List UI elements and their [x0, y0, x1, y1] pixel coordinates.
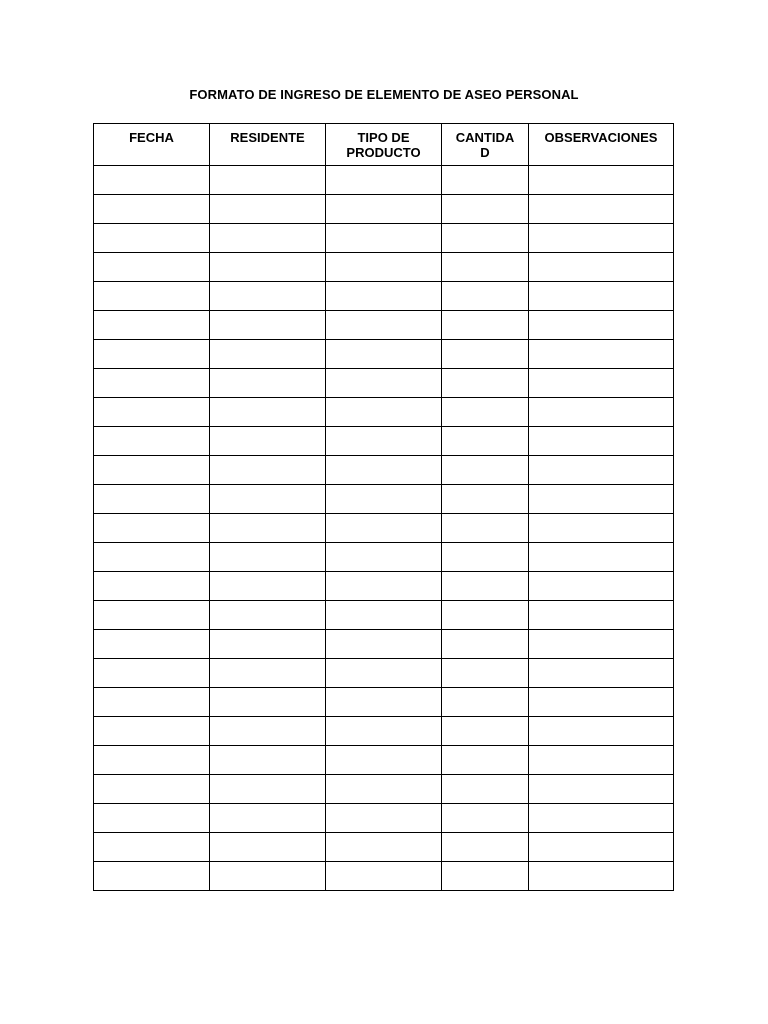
cell-tipo-de-producto[interactable]: [326, 195, 442, 224]
cell-cantidad[interactable]: [442, 862, 529, 891]
cell-observaciones[interactable]: [529, 485, 674, 514]
cell-fecha[interactable]: [94, 543, 210, 572]
cell-fecha[interactable]: [94, 630, 210, 659]
cell-observaciones[interactable]: [529, 572, 674, 601]
column-header-tipo-line2: PRODUCTO: [346, 145, 421, 160]
cell-residente[interactable]: [210, 804, 326, 833]
cell-residente[interactable]: [210, 398, 326, 427]
table-row: [94, 717, 674, 746]
cell-residente[interactable]: [210, 833, 326, 862]
cell-fecha[interactable]: [94, 514, 210, 543]
cell-tipo-de-producto[interactable]: [326, 688, 442, 717]
cell-cantidad[interactable]: [442, 224, 529, 253]
cell-fecha[interactable]: [94, 775, 210, 804]
column-header-observaciones: OBSERVACIONES: [529, 124, 674, 166]
cell-observaciones[interactable]: [529, 746, 674, 775]
table-row: [94, 485, 674, 514]
cell-fecha[interactable]: [94, 746, 210, 775]
cell-fecha[interactable]: [94, 224, 210, 253]
cell-observaciones[interactable]: [529, 398, 674, 427]
cell-tipo-de-producto[interactable]: [326, 311, 442, 340]
cell-tipo-de-producto[interactable]: [326, 398, 442, 427]
cell-residente[interactable]: [210, 224, 326, 253]
cell-fecha[interactable]: [94, 340, 210, 369]
cell-residente[interactable]: [210, 572, 326, 601]
cell-fecha[interactable]: [94, 456, 210, 485]
table-row: [94, 775, 674, 804]
cell-cantidad[interactable]: [442, 253, 529, 282]
cell-cantidad[interactable]: [442, 746, 529, 775]
cell-cantidad[interactable]: [442, 514, 529, 543]
cell-tipo-de-producto[interactable]: [326, 833, 442, 862]
cell-fecha[interactable]: [94, 862, 210, 891]
column-header-fecha: FECHA: [94, 124, 210, 166]
table-row: [94, 456, 674, 485]
cell-cantidad[interactable]: [442, 456, 529, 485]
cell-fecha[interactable]: [94, 282, 210, 311]
table-row: [94, 746, 674, 775]
cell-fecha[interactable]: [94, 717, 210, 746]
table-body: [94, 166, 674, 891]
cell-tipo-de-producto[interactable]: [326, 282, 442, 311]
cell-residente[interactable]: [210, 543, 326, 572]
table-row: [94, 253, 674, 282]
cell-tipo-de-producto[interactable]: [326, 717, 442, 746]
cell-cantidad[interactable]: [442, 427, 529, 456]
column-header-tipo-de-producto: [326, 124, 442, 166]
cell-cantidad[interactable]: [442, 804, 529, 833]
table-row: [94, 514, 674, 543]
cell-tipo-de-producto[interactable]: [326, 224, 442, 253]
cell-observaciones[interactable]: [529, 775, 674, 804]
cell-observaciones[interactable]: [529, 282, 674, 311]
table-row: [94, 688, 674, 717]
cell-observaciones[interactable]: [529, 456, 674, 485]
cell-cantidad[interactable]: [442, 833, 529, 862]
document-title: FORMATO DE INGRESO DE ELEMENTO DE ASEO PERSONAL: [189, 87, 579, 102]
cell-fecha[interactable]: [94, 688, 210, 717]
cell-residente[interactable]: [210, 659, 326, 688]
cell-fecha[interactable]: [94, 311, 210, 340]
cell-residente[interactable]: [210, 195, 326, 224]
cell-cantidad[interactable]: [442, 369, 529, 398]
cell-fecha[interactable]: [94, 427, 210, 456]
cell-observaciones[interactable]: [529, 630, 674, 659]
cell-residente[interactable]: [210, 456, 326, 485]
cell-observaciones[interactable]: [529, 717, 674, 746]
cell-observaciones[interactable]: [529, 340, 674, 369]
cell-cantidad[interactable]: [442, 398, 529, 427]
table-row: [94, 195, 674, 224]
cell-tipo-de-producto[interactable]: [326, 659, 442, 688]
cell-fecha[interactable]: [94, 253, 210, 282]
cell-cantidad[interactable]: [442, 775, 529, 804]
cell-observaciones[interactable]: [529, 311, 674, 340]
cell-tipo-de-producto[interactable]: [326, 572, 442, 601]
cell-tipo-de-producto[interactable]: [326, 630, 442, 659]
cell-observaciones[interactable]: [529, 166, 674, 195]
cell-cantidad[interactable]: [442, 601, 529, 630]
cell-fecha[interactable]: [94, 601, 210, 630]
cell-observaciones[interactable]: [529, 224, 674, 253]
cell-residente[interactable]: [210, 282, 326, 311]
cell-tipo-de-producto[interactable]: [326, 456, 442, 485]
table-row: [94, 601, 674, 630]
cell-residente[interactable]: [210, 427, 326, 456]
cell-observaciones[interactable]: [529, 253, 674, 282]
cell-observaciones[interactable]: [529, 195, 674, 224]
cell-tipo-de-producto[interactable]: [326, 514, 442, 543]
cell-tipo-de-producto[interactable]: [326, 369, 442, 398]
cell-cantidad[interactable]: [442, 340, 529, 369]
cell-observaciones[interactable]: [529, 369, 674, 398]
cell-cantidad[interactable]: [442, 311, 529, 340]
cell-fecha[interactable]: [94, 572, 210, 601]
cell-cantidad[interactable]: [442, 659, 529, 688]
cell-observaciones[interactable]: [529, 514, 674, 543]
table-row: [94, 804, 674, 833]
cell-residente[interactable]: [210, 514, 326, 543]
cell-tipo-de-producto[interactable]: [326, 427, 442, 456]
column-header-residente: RESIDENTE: [210, 124, 326, 166]
table-row: [94, 369, 674, 398]
cell-fecha[interactable]: [94, 195, 210, 224]
table-row: [94, 427, 674, 456]
cell-cantidad[interactable]: [442, 166, 529, 195]
cell-tipo-de-producto[interactable]: [326, 166, 442, 195]
cell-observaciones[interactable]: [529, 543, 674, 572]
cell-cantidad[interactable]: [442, 630, 529, 659]
cell-fecha[interactable]: [94, 369, 210, 398]
column-header-cantidad: [442, 124, 529, 166]
table-row: [94, 630, 674, 659]
cell-tipo-de-producto[interactable]: [326, 804, 442, 833]
cell-observaciones[interactable]: [529, 427, 674, 456]
cell-observaciones[interactable]: [529, 659, 674, 688]
cell-cantidad[interactable]: [442, 688, 529, 717]
cell-cantidad[interactable]: [442, 543, 529, 572]
table-row: [94, 543, 674, 572]
cell-cantidad[interactable]: [442, 485, 529, 514]
cell-tipo-de-producto[interactable]: [326, 485, 442, 514]
cell-residente[interactable]: [210, 601, 326, 630]
cell-residente[interactable]: [210, 253, 326, 282]
cell-residente[interactable]: [210, 746, 326, 775]
cell-tipo-de-producto[interactable]: [326, 746, 442, 775]
table-row: [94, 398, 674, 427]
cell-tipo-de-producto[interactable]: [326, 340, 442, 369]
cell-fecha[interactable]: [94, 804, 210, 833]
cell-residente[interactable]: [210, 775, 326, 804]
cell-tipo-de-producto[interactable]: [326, 862, 442, 891]
cell-residente[interactable]: [210, 311, 326, 340]
column-header-tipo-line1: TIPO DE: [357, 130, 410, 145]
cell-residente[interactable]: [210, 166, 326, 195]
table-row: [94, 572, 674, 601]
table-row: [94, 311, 674, 340]
cell-observaciones[interactable]: [529, 862, 674, 891]
cell-residente[interactable]: [210, 862, 326, 891]
cell-residente[interactable]: [210, 485, 326, 514]
table-row: [94, 340, 674, 369]
table-row: [94, 282, 674, 311]
cell-fecha[interactable]: [94, 485, 210, 514]
column-header-cantidad-line2: D: [480, 145, 490, 160]
cell-residente[interactable]: [210, 369, 326, 398]
cell-observaciones[interactable]: [529, 601, 674, 630]
cell-residente[interactable]: [210, 688, 326, 717]
cell-cantidad[interactable]: [442, 572, 529, 601]
cell-cantidad[interactable]: [442, 717, 529, 746]
cell-residente[interactable]: [210, 630, 326, 659]
registration-table: [93, 123, 674, 891]
column-header-cantidad-line1: CANTIDA: [455, 130, 515, 145]
table-row: [94, 833, 674, 862]
cell-residente[interactable]: [210, 717, 326, 746]
cell-observaciones[interactable]: [529, 688, 674, 717]
table-header-row: [94, 124, 674, 166]
cell-observaciones[interactable]: [529, 804, 674, 833]
cell-fecha[interactable]: [94, 659, 210, 688]
cell-cantidad[interactable]: [442, 195, 529, 224]
cell-tipo-de-producto[interactable]: [326, 543, 442, 572]
cell-fecha[interactable]: [94, 166, 210, 195]
table-row: [94, 224, 674, 253]
cell-fecha[interactable]: [94, 833, 210, 862]
cell-observaciones[interactable]: [529, 833, 674, 862]
table-row: [94, 659, 674, 688]
cell-residente[interactable]: [210, 340, 326, 369]
cell-tipo-de-producto[interactable]: [326, 253, 442, 282]
cell-tipo-de-producto[interactable]: [326, 601, 442, 630]
cell-cantidad[interactable]: [442, 282, 529, 311]
table-row: [94, 166, 674, 195]
table-row: [94, 862, 674, 891]
cell-tipo-de-producto[interactable]: [326, 775, 442, 804]
cell-fecha[interactable]: [94, 398, 210, 427]
